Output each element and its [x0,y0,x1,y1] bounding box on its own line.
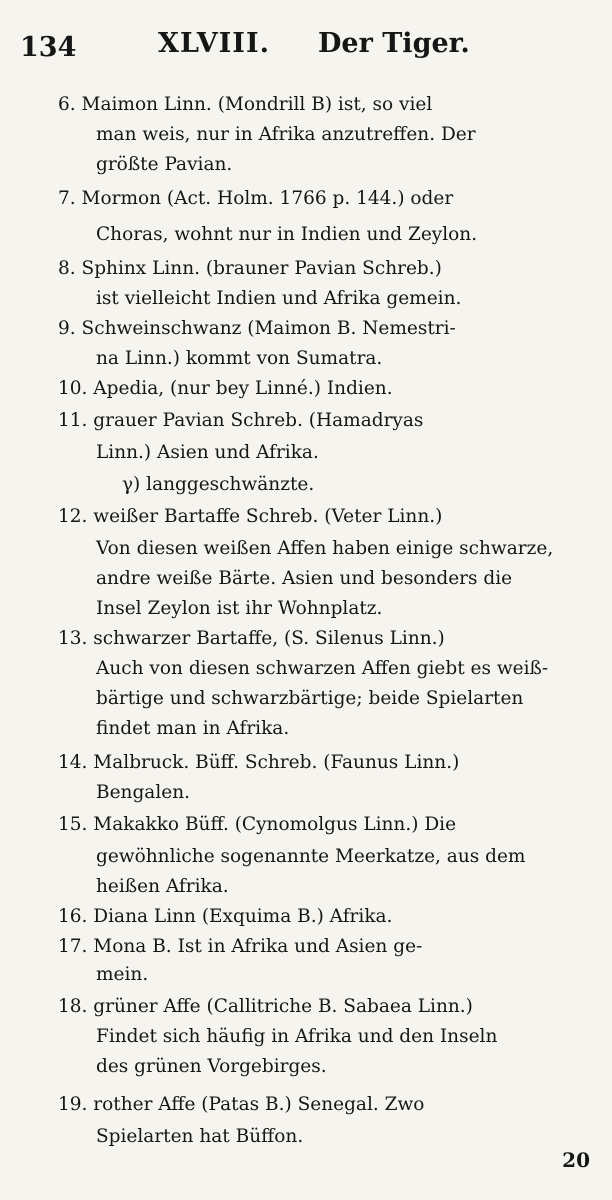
text-line: 19. rother Affe (Patas B.) Senegal. Zwo [58,1094,425,1115]
text-line: heißen Afrika. [96,876,229,897]
text-line: Findet sich häufig in Afrika und den Inseln [96,1026,498,1047]
text-line: des grünen Vorgebirges. [96,1056,327,1077]
text-line: 16. Diana Linn (Exquima B.) Afrika. [58,906,393,927]
page-number: 134 [20,32,77,63]
text-line: man weis, nur in Afrika anzutreffen. Der [96,124,476,145]
running-title: Der Tiger. [318,28,470,59]
text-line: Von diesen weißen Affen haben einige schwarze, [96,538,554,559]
text-line: Bengalen. [96,782,190,803]
signature-mark: 20 [562,1148,590,1172]
text-line: Choras, wohnt nur in Indien und Zeylon. [96,224,478,245]
text-line: 10. Apedia, (nur bey Linné.) Indien. [58,378,393,399]
text-line: 12. weißer Bartaffe Schreb. (Veter Linn.) [58,506,443,527]
text-line: findet man in Afrika. [96,718,290,739]
chapter-number: XLVIII. [158,28,270,59]
text-line: 14. Malbruck. Büff. Schreb. (Faunus Linn.) [58,752,460,773]
text-line: 6. Maimon Linn. (Mondrill B) ist, so viel [58,94,433,115]
text-line: größte Pavian. [96,154,233,175]
text-line: 11. grauer Pavian Schreb. (Hamadryas [58,410,424,431]
text-line: Linn.) Asien und Afrika. [96,442,319,463]
text-line: ist vielleicht Indien und Afrika gemein. [96,288,462,309]
text-line: gewöhnliche sogenannte Meerkatze, aus dem [96,846,526,867]
text-line: 7. Mormon (Act. Holm. 1766 p. 144.) oder [58,188,454,209]
text-line: mein. [96,964,149,985]
text-line: 15. Makakko Büff. (Cynomolgus Linn.) Die [58,814,457,835]
text-line: 18. grüner Affe (Callitriche B. Sabaea Linn.) [58,996,473,1017]
text-line: 9. Schweinschwanz (Maimon B. Nemestri- [58,318,456,339]
text-line: 13. schwarzer Bartaffe, (S. Silenus Linn.) [58,628,445,649]
text-line: 17. Mona B. Ist in Afrika und Asien ge- [58,936,423,957]
text-line: Spielarten hat Büffon. [96,1126,304,1147]
text-line: Auch von diesen schwarzen Affen giebt es weiß- [96,658,549,679]
text-line: 8. Sphinx Linn. (brauner Pavian Schreb.) [58,258,442,279]
text-line: andre weiße Bärte. Asien und besonders die [96,568,513,589]
text-line: na Linn.) kommt von Sumatra. [96,348,383,369]
text-line: Insel Zeylon ist ihr Wohnplatz. [96,598,383,619]
text-line: γ) langgeschwänzte. [122,474,315,495]
text-line: bärtige und schwarzbärtige; beide Spielarten [96,688,524,709]
